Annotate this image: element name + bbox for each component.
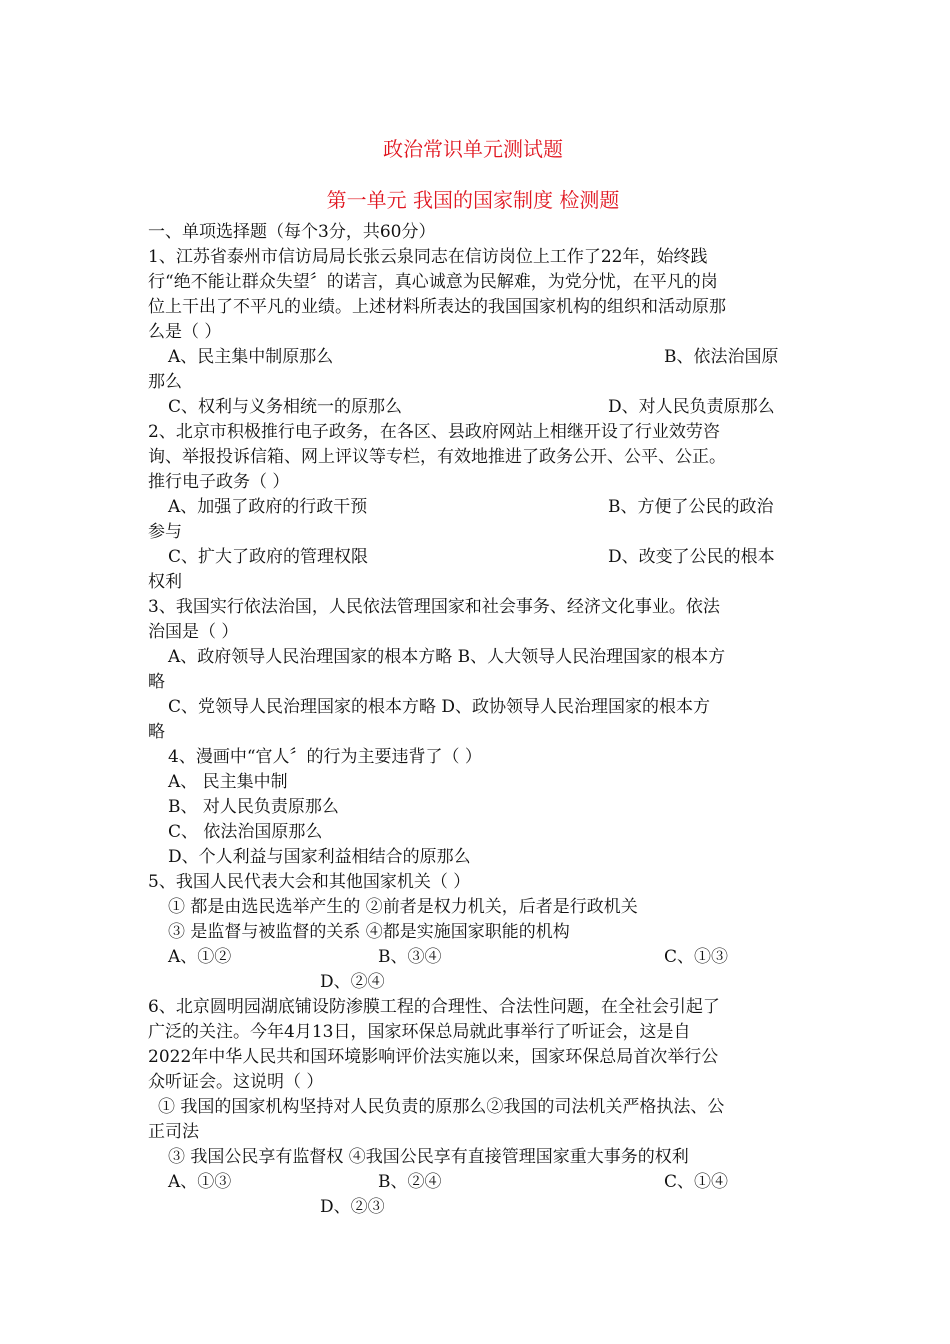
question-1 bbox=[148, 245, 798, 420]
document-page bbox=[148, 130, 798, 1220]
question-text: 1、江苏省泰州市信访局局长张云泉同志在信访岗位上工作了22年，始终践 bbox=[148, 247, 708, 267]
main-title: 政治常识单元测试题 bbox=[383, 137, 563, 161]
option-row: C、党领导人民治理国家的根本方略 D、政协领导人民治理国家的根本方 bbox=[168, 697, 711, 717]
question-text: 推行电子政务（ ） bbox=[148, 472, 290, 492]
question-6 bbox=[148, 995, 798, 1220]
question-text: 位上干出了不平凡的业绩。上述材料所表达的我国国家机构的组织和活动原那 bbox=[148, 297, 726, 317]
question-text: 询、举报投诉信箱、网上评议等专栏，有效地推进了政务公开、公平、公正。 bbox=[148, 447, 726, 467]
statement-row: ① 都是由选民选举产生的 ②前者是权力机关，后者是行政机关 bbox=[168, 897, 638, 917]
option-b: B、②④ bbox=[378, 1172, 442, 1192]
question-text: 5、我国人民代表大会和其他国家机关（ ） bbox=[148, 872, 471, 892]
option-d: D、②③ bbox=[320, 1197, 385, 1217]
option-c: C、权利与义务相统一的原那么 bbox=[168, 397, 403, 417]
option-continuation: 略 bbox=[148, 672, 165, 692]
question-5 bbox=[148, 870, 798, 995]
option-c: C、 依法治国原那么 bbox=[168, 822, 323, 842]
option-b: B、③④ bbox=[378, 947, 442, 967]
option-d: D、②④ bbox=[320, 972, 385, 992]
option-row bbox=[148, 970, 798, 995]
question-text: 行“绝不能让群众失望〞的诺言，真心诚意为民解难，为党分忧，在平凡的岗 bbox=[148, 272, 718, 292]
statement-continuation: 正司法 bbox=[148, 1122, 199, 1142]
question-text: 3、我国实行依法治国，人民依法管理国家和社会事务、经济文化事业。依法 bbox=[148, 597, 720, 617]
option-d: D、个人利益与国家利益相结合的原那么 bbox=[168, 847, 471, 867]
statement-row: ③ 我国公民享有监督权 ④我国公民享有直接管理国家重大事务的权利 bbox=[168, 1147, 689, 1167]
option-c: C、扩大了政府的管理权限 bbox=[168, 547, 369, 567]
question-text: 么是（ ） bbox=[148, 322, 222, 342]
option-row bbox=[148, 1195, 798, 1220]
option-row bbox=[148, 495, 798, 520]
question-3 bbox=[148, 595, 798, 745]
statement-row: ① 我国的国家机构坚持对人民负责的原那么②我国的司法机关严格执法、公 bbox=[158, 1097, 725, 1117]
option-b: B、 对人民负责原那么 bbox=[168, 797, 339, 817]
option-row bbox=[148, 1170, 798, 1195]
option-a: A、①② bbox=[168, 947, 232, 967]
option-b: B、方便了公民的政治 bbox=[608, 497, 774, 517]
question-text: 6、北京圆明园湖底铺设防渗膜工程的合理性、合法性问题，在全社会引起了 bbox=[148, 997, 720, 1017]
option-d: D、改变了公民的根本 bbox=[608, 547, 775, 567]
section-heading: 一、单项选择题（每个3分，共60分） bbox=[148, 222, 436, 242]
option-a: A、加强了政府的行政干预 bbox=[168, 497, 368, 517]
option-continuation: 参与 bbox=[148, 522, 182, 542]
option-continuation: 那么 bbox=[148, 372, 182, 392]
question-4 bbox=[148, 745, 798, 870]
option-c: C、①④ bbox=[664, 1172, 729, 1192]
question-text: 2022年中华人民共和国环境影响评价法实施以来，国家环保总局首次举行公 bbox=[148, 1047, 719, 1067]
option-c: C、①③ bbox=[664, 947, 729, 967]
option-row bbox=[148, 395, 798, 420]
question-text: 广泛的关注。今年4月13日，国家环保总局就此事举行了听证会，这是自 bbox=[148, 1022, 691, 1042]
option-row bbox=[148, 945, 798, 970]
option-continuation: 权利 bbox=[148, 572, 182, 592]
option-row bbox=[148, 345, 798, 370]
option-b: B、依法治国原 bbox=[664, 347, 779, 367]
option-row: A、政府领导人民治理国家的根本方略 B、人大领导人民治理国家的根本方 bbox=[168, 647, 726, 667]
question-2 bbox=[148, 420, 798, 595]
question-text: 2、北京市积极推行电子政务，在各区、县政府网站上相继开设了行业效劳咨 bbox=[148, 422, 720, 442]
sub-title: 第一单元 我国的国家制度 检测题 bbox=[326, 188, 620, 212]
option-row bbox=[148, 545, 798, 570]
option-continuation: 略 bbox=[148, 722, 165, 742]
question-text: 治国是（ ） bbox=[148, 622, 239, 642]
option-a: A、 民主集中制 bbox=[168, 772, 288, 792]
option-d: D、对人民负责原那么 bbox=[608, 397, 775, 417]
statement-row: ③ 是监督与被监督的关系 ④都是实施国家职能的机构 bbox=[168, 922, 570, 942]
option-a: A、民主集中制原那么 bbox=[168, 347, 334, 367]
question-text: 众听证会。这说明（ ） bbox=[148, 1072, 324, 1092]
option-a: A、①③ bbox=[168, 1172, 232, 1192]
question-text: 4、漫画中“官人〞的行为主要违背了（ ） bbox=[168, 747, 482, 767]
